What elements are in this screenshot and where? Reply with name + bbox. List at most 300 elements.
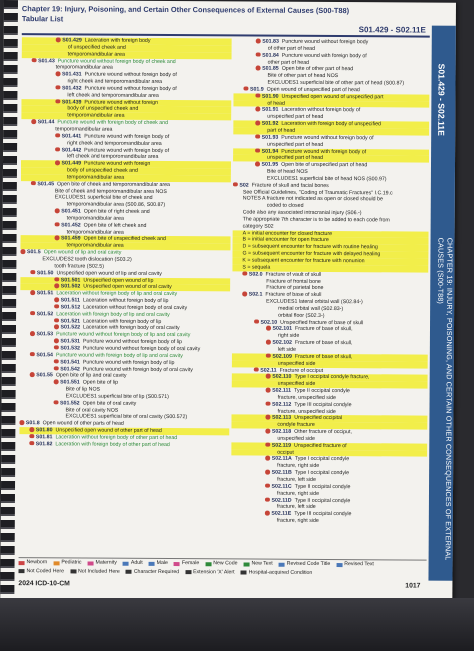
code-bullet-icon	[31, 181, 36, 186]
code-description: temporomandibular area	[66, 215, 124, 222]
code-bullet-icon	[255, 93, 260, 98]
code-number: S01.52	[36, 310, 54, 318]
code-description: Unspecified open wound of oral cavity	[83, 283, 172, 291]
code-bullet-icon	[266, 401, 271, 406]
chapter-side-tab	[428, 26, 455, 581]
code-description: Fracture of base of skull,	[295, 326, 353, 333]
code-entry	[19, 441, 229, 449]
code-number: S01.439	[61, 98, 82, 106]
legend-swatch-icon	[205, 562, 211, 566]
code-bullet-icon	[54, 284, 59, 289]
code-bullet-icon	[30, 373, 35, 378]
code-description: Type III occipital condyle	[294, 511, 352, 518]
code-description: category S02	[242, 223, 274, 230]
code-description: fracture, right side	[276, 517, 319, 524]
code-description: Open bite of other part of head	[281, 66, 354, 73]
code-bullet-icon	[19, 420, 24, 425]
code-number: S01.82	[35, 440, 53, 448]
legend-label: Not Coded Here	[26, 567, 65, 574]
code-description: Open bite of unspecified part of head	[281, 161, 368, 169]
page-header	[22, 4, 430, 25]
code-description: fracture, left side	[276, 504, 316, 511]
code-bullet-icon	[20, 249, 25, 254]
code-number: S01.94	[261, 148, 279, 155]
code-bullet-icon	[254, 367, 259, 372]
code-number: S01.502	[60, 283, 81, 290]
legend-item	[205, 560, 237, 568]
code-number: S01.95	[261, 161, 279, 168]
code-description: EXCLUDES1 superficial bite of cheek and	[54, 194, 153, 202]
code-description: left side	[277, 346, 296, 353]
code-description: fracture, left side	[277, 476, 316, 483]
code-bullet-icon	[254, 319, 259, 324]
code-description: Laceration with foreign body of oral cavity	[83, 324, 180, 332]
code-description: Bite of other part of head NOS	[267, 72, 339, 80]
code-bullet-icon	[30, 331, 35, 336]
legend	[18, 557, 426, 579]
legend-item	[126, 568, 179, 576]
legend-label: New Text	[251, 560, 273, 567]
code-description: left cheek and temporomandibular area	[67, 153, 159, 161]
legend-swatch-icon	[174, 562, 180, 566]
desk-background	[0, 598, 474, 651]
code-bullet-icon	[54, 325, 59, 330]
code-number: S02.111	[272, 387, 292, 394]
code-bullet-icon	[55, 85, 60, 90]
code-description: temporomandibular area	[66, 229, 124, 236]
code-number: S02.112	[272, 401, 292, 408]
code-description: Fracture of vault of skull	[265, 271, 322, 278]
code-description: Puncture wound with foreign body of cheek and	[57, 119, 169, 127]
code-description: unspecified part of head	[267, 113, 324, 121]
code-description: Laceration without foreign body of lip and oral cavity	[56, 290, 178, 298]
code-description: Open bite of lip and oral cavity	[55, 372, 127, 380]
code-description: K = subsequent encounter for fracture with nonunion	[242, 257, 365, 265]
code-number: S01.521	[60, 317, 81, 325]
code-number: S01.85	[262, 65, 279, 73]
code-bullet-icon	[55, 236, 60, 241]
code-number: S02	[239, 182, 249, 189]
legend-item	[149, 560, 168, 568]
code-number: S01.541	[60, 359, 80, 366]
code-description: Puncture wound with foreign body of	[281, 148, 367, 155]
code-number: S01.452	[61, 222, 81, 229]
code-description: Type I occipital condyle	[294, 456, 350, 463]
code-description: The appropriate 7th character is to be added to each code from	[242, 216, 390, 224]
code-description: temporomandibular area	[66, 174, 125, 181]
code-number: S02.11E	[271, 510, 292, 517]
code-description: temporomandibular area	[67, 51, 125, 58]
code-bullet-icon	[55, 161, 60, 166]
code-description: Puncture wound with foreign body of	[84, 133, 170, 140]
code-bullet-icon	[55, 133, 60, 138]
code-number: S01.431	[62, 71, 82, 78]
code-description: Open bite of right cheek and	[83, 208, 150, 215]
code-description: Unspecified occipital	[294, 415, 343, 422]
page-footer	[18, 580, 426, 592]
code-description: Open bite of left cheek and	[83, 222, 147, 229]
legend-swatch-icon	[241, 571, 247, 575]
code-description: Open bite of unspecified cheek and	[83, 235, 166, 243]
code-bullet-icon	[54, 379, 59, 384]
code-description: Other fracture of occiput,	[294, 428, 352, 436]
right-column	[231, 38, 430, 559]
code-description: See Official Guidelines, "Coding of Traumatic Fractures" I.C.19.c	[242, 189, 393, 196]
code-bullet-icon	[243, 86, 248, 91]
code-bullet-icon	[265, 483, 270, 488]
code-description: Bite of head NOS	[266, 168, 308, 175]
code-number: S02.10	[260, 319, 278, 326]
code-description: coded to closed	[266, 202, 304, 210]
code-description: right cheek and temporomandibular area	[67, 140, 162, 147]
code-description: EXCLUDES1 superficial bite of lip (S00.571)	[65, 393, 169, 400]
code-description: left cheek and temporomandibular area	[67, 92, 159, 99]
legend-swatch-icon	[336, 563, 342, 567]
code-bullet-icon	[30, 352, 35, 357]
code-description: other part of head	[267, 59, 310, 66]
legend-swatch-icon	[19, 561, 25, 565]
code-bullet-icon	[255, 148, 260, 153]
code-description: tooth fracture (S02.5)	[54, 263, 105, 270]
code-bullet-icon	[255, 121, 260, 126]
code-number: S01.54	[36, 352, 53, 359]
code-description: Bite of oral cavity NOS	[65, 406, 119, 414]
page-number: 1017	[405, 582, 421, 590]
code-bullet-icon	[30, 290, 35, 295]
code-description: Open wound of unspecified part of head	[266, 86, 360, 94]
code-bullet-icon	[266, 388, 271, 393]
code-bullet-icon	[55, 222, 60, 227]
code-description: Puncture wound without foreign body of	[84, 85, 177, 92]
code-description: fracture, right side	[276, 490, 320, 497]
code-description: G = subsequent encounter for fracture with delayed healing	[242, 250, 381, 258]
code-bullet-icon	[255, 134, 260, 139]
code-description: Unspecified open wound of lip and oral cavity	[56, 270, 162, 277]
code-number: S02.118	[271, 428, 292, 435]
code-number: S01.44	[37, 119, 55, 126]
code-description: Fracture of base of skull,	[294, 339, 353, 347]
code-number: S01.531	[60, 338, 80, 345]
code-bullet-icon	[266, 374, 271, 379]
code-description: Puncture wound without foreign body	[281, 38, 369, 46]
code-description: Unspecified open wound of unspecified part	[281, 93, 384, 101]
code-description: Open bite of lip	[82, 379, 119, 386]
code-description: Puncture wound without foreign body of oral cavity	[82, 345, 201, 353]
code-description: EXCLUDES1 superficial bite of other part of head (S00.87)	[267, 79, 405, 87]
code-number: S01.51	[36, 290, 54, 297]
code-number: S02.119	[271, 442, 292, 449]
code-bullet-icon	[56, 72, 61, 77]
code-description: Type II occipital condyle	[294, 497, 351, 504]
code-bullet-icon	[30, 270, 35, 275]
code-bullet-icon	[265, 442, 270, 447]
code-bullet-icon	[55, 147, 60, 152]
code-number: S01.542	[60, 365, 80, 372]
legend-label: Maternity	[95, 559, 117, 566]
code-number: S02.0	[248, 271, 263, 278]
code-number: S01.45	[37, 180, 55, 188]
code-description: Fracture of occiput	[279, 367, 324, 374]
code-bullet-icon	[29, 441, 34, 446]
code-description: temporomandibular area	[66, 242, 124, 250]
code-number: S01.83	[262, 38, 279, 45]
code-number: S01.53	[36, 331, 54, 338]
legend-swatch-icon	[88, 561, 94, 565]
code-number: S01.8	[25, 420, 40, 427]
legend-item	[174, 560, 199, 568]
code-description: Puncture wound without foreign	[84, 99, 159, 106]
code-number: S02.1	[248, 291, 263, 298]
code-description: Laceration with foreign body of lip	[83, 318, 162, 325]
code-description: condyle fracture	[277, 421, 315, 429]
code-description: temporomandibular area	[55, 64, 113, 72]
spiral-binding	[0, 0, 18, 651]
chapter-title: Chapter 19: Injury, Poisoning, and Certain Other Consequences of External Causes (S00-T88)	[21, 4, 350, 16]
code-description: B = initial encounter for open fracture	[242, 236, 329, 244]
code-number: S02.11B	[271, 469, 292, 476]
code-bullet-icon	[54, 400, 59, 405]
code-description: temporomandibular area (S00.86, S00.87)	[66, 201, 166, 209]
code-number: S01.532	[60, 345, 80, 352]
code-bullet-icon	[30, 311, 35, 316]
code-bullet-icon	[54, 366, 59, 371]
legend-label: Revised Text	[344, 561, 374, 568]
code-number: S01.442	[61, 146, 82, 153]
code-bullet-icon	[265, 456, 270, 461]
code-number: S01.80	[35, 427, 53, 434]
legend-label: Female	[181, 560, 200, 567]
legend-label: Newborn	[26, 559, 48, 566]
edition-label: 2024 ICD-10-CM	[18, 580, 70, 588]
left-column	[19, 37, 232, 558]
code-number: S02.11A	[271, 456, 292, 463]
code-description: Fracture of frontal bone	[266, 278, 321, 285]
code-bullet-icon	[256, 66, 261, 71]
code-bullet-icon	[54, 304, 59, 309]
code-description: A = initial encounter for closed fracture	[242, 230, 333, 237]
code-number: S01.5	[26, 249, 41, 256]
code-description: Type I occipital condyle	[294, 469, 350, 477]
code-bullet-icon	[265, 415, 270, 420]
code-description: Type II occipital condyle	[294, 483, 351, 490]
legend-label: Adult	[130, 559, 143, 566]
code-description: Fracture of skull and facial bones	[251, 182, 329, 189]
legend-item	[336, 561, 374, 569]
code-description: Laceration with foreign body of other part of head	[55, 441, 170, 448]
legend-swatch-icon	[243, 562, 249, 566]
code-description: unspecified side	[277, 380, 316, 388]
legend-swatch-icon	[70, 570, 76, 574]
legend-item	[19, 559, 48, 567]
code-number: S02.11D	[271, 497, 292, 504]
code-description: Unspecified fracture of	[294, 442, 347, 449]
code-bullet-icon	[55, 99, 60, 104]
side-tab-chapter-title: CHAPTER 19: INJURY, POISONING, AND CERTAIN OTHER CONSEQUENCES OF EXTERNAL CAUSES (S00-T88)	[436, 237, 455, 561]
code-bullet-icon	[233, 182, 238, 187]
code-description: occiput	[277, 449, 294, 456]
code-description: Puncture wound without foreign body of lip and oral cavity	[56, 331, 191, 339]
legend-item	[70, 568, 120, 576]
code-description: Laceration with foreign body of unspecified	[281, 120, 381, 128]
legend-swatch-icon	[279, 562, 285, 566]
legend-item	[18, 568, 64, 576]
code-description: Open wound of other parts of head	[42, 420, 124, 427]
code-description: Type III occipital condyle	[294, 401, 352, 408]
code-description: Open bite of oral cavity	[82, 400, 137, 407]
code-description: Laceration without foreign body of lip	[82, 297, 169, 305]
code-description: Unspecified fracture of base of skull	[280, 319, 364, 326]
legend-swatch-icon	[185, 570, 191, 574]
code-description: S = sequela	[242, 264, 271, 271]
legend-item	[241, 569, 313, 577]
code-description: of unspecified cheek and	[67, 44, 126, 51]
code-description: right side	[277, 332, 300, 340]
legend-item	[123, 560, 143, 568]
code-description: Puncture wound without foreign body of cheek and	[57, 57, 176, 65]
code-bullet-icon	[266, 353, 271, 358]
tabular-list-label: Tabular List	[21, 14, 64, 24]
code-description: part of head	[267, 127, 296, 134]
code-description: D = subsequent encounter for fracture with routine healing	[242, 243, 378, 251]
code-number: S01.429	[62, 37, 82, 44]
code-bullet-icon	[54, 297, 59, 302]
legend-label: Revised Code Title	[286, 560, 331, 568]
code-number: S01.511	[60, 297, 80, 304]
code-number: S01.91	[261, 107, 279, 114]
legend-swatch-icon	[123, 561, 129, 565]
code-number: S02.11C	[271, 483, 292, 490]
code-number: S02.113	[271, 415, 292, 422]
code-bullet-icon	[266, 340, 271, 345]
legend-swatch-icon	[149, 562, 155, 566]
code-description: body of unspecified cheek and	[66, 167, 138, 174]
code-range: S01.429 - S02.11E	[358, 25, 426, 35]
code-description: NOTES A fracture not indicated as open or closed should be	[242, 195, 383, 203]
code-bullet-icon	[256, 39, 261, 44]
legend-label: New Code	[213, 560, 238, 567]
code-description: Laceration with foreign body	[84, 37, 151, 44]
code-description: Type I occipital condyle fracture,	[294, 374, 370, 381]
code-number: S01.441	[61, 133, 82, 140]
code-description: Type II occipital condyle	[294, 387, 350, 395]
code-number: S02.11	[260, 367, 277, 374]
code-description: Puncture wound without foreign body of lip	[82, 338, 182, 346]
code-description: Fracture of parietal bone	[266, 284, 324, 292]
code-number: S01.43	[38, 57, 55, 64]
code-number: S01.92	[261, 120, 279, 127]
code-number: S01.432	[61, 85, 82, 92]
code-description: unspecified side	[277, 435, 315, 442]
code-description: right cheek and temporomandibular area	[67, 78, 163, 86]
code-number: S01.90	[261, 93, 279, 100]
code-number: S01.501	[60, 276, 81, 284]
code-description: unspecified part of head	[267, 154, 324, 162]
code-bullet-icon	[56, 37, 61, 42]
code-bullet-icon	[265, 470, 270, 475]
legend-label: Character Required	[133, 568, 180, 575]
code-description: Laceration without foreign body of	[281, 107, 361, 114]
code-bullet-icon	[31, 119, 36, 124]
code-description: unspecified part of head	[267, 141, 324, 148]
code-bullet-icon	[266, 326, 271, 331]
code-number: S01.93	[261, 134, 279, 141]
code-number: S02.109	[272, 353, 292, 360]
legend-label: Hospital-acquired Condition	[248, 569, 313, 576]
code-description: unspecified side	[277, 360, 316, 367]
code-description: fracture, unspecified side	[277, 408, 336, 415]
code-bullet-icon	[265, 511, 270, 516]
code-range-bar	[22, 23, 430, 37]
code-number: S01.449	[61, 160, 82, 167]
code-description: Puncture wound with foreign body of	[84, 146, 170, 154]
code-number: S02.101	[272, 326, 293, 333]
code-number: S01.522	[60, 324, 81, 331]
code-description: Laceration with foreign body of lip and oral cavity	[56, 311, 170, 318]
code-description: Open wound of lip and oral cavity	[43, 249, 122, 256]
code-description: Unspecified open wound of lip	[83, 277, 154, 284]
code-description: orbital floor (S02.3-)	[278, 312, 325, 319]
code-description: Puncture wound with foreign body of oral cavity	[82, 365, 193, 373]
legend-label: Pediatric	[61, 559, 82, 566]
code-description: Puncture wound with foreign	[84, 160, 151, 168]
code-description: Open bite of cheek and temporomandibular area	[56, 181, 170, 188]
code-number: S01.84	[262, 52, 279, 59]
code-number: S02.110	[272, 373, 292, 381]
code-bullet-icon	[54, 277, 59, 282]
legend-label: Not Included Here	[77, 567, 120, 575]
code-description: Laceration without foreign body of oral cavity	[83, 304, 188, 312]
code-description: Bite of cheek and temporomandibular area NOS	[54, 187, 167, 195]
code-description: Fracture of base of skull,	[294, 353, 353, 360]
legend-swatch-icon	[18, 569, 24, 573]
code-number: S02.102	[272, 339, 292, 346]
code-bullet-icon	[54, 338, 59, 343]
code-number: S01.451	[61, 208, 81, 215]
code-description: Puncture wound with foreign body of lip and oral cavity	[55, 352, 183, 359]
code-description: Laceration without foreign body of other part of head	[55, 434, 178, 442]
code-description: Code also any associated intracranial injury (S06.-)	[242, 209, 362, 217]
code-bullet-icon	[55, 208, 60, 213]
code-description: Puncture wound without foreign body of	[281, 134, 374, 142]
code-description: fracture, right side	[277, 462, 320, 470]
code-bullet-icon	[242, 292, 247, 297]
code-number: S01.50	[36, 269, 54, 276]
legend-item	[279, 561, 331, 569]
code-description: EXCLUDES1 superficial bite of head NOS (S00.97)	[266, 175, 387, 183]
code-bullet-icon	[265, 429, 270, 434]
legend-swatch-icon	[53, 561, 59, 565]
code-bullet-icon	[54, 318, 59, 323]
legend-item	[87, 560, 116, 568]
code-number: S01.81	[35, 434, 53, 441]
legend-item	[243, 560, 272, 568]
legend-label: Male	[156, 559, 168, 567]
code-description: of other part of head	[267, 45, 316, 52]
code-entry	[231, 517, 427, 525]
code-description: fracture, unspecified side	[277, 394, 336, 401]
code-description: temporomandibular area	[55, 126, 113, 133]
code-number: S01.512	[60, 304, 81, 311]
code-description: Puncture wound with foreign body of	[281, 52, 367, 59]
code-bullet-icon	[32, 58, 37, 63]
code-description: Bite of lip NOS	[65, 386, 101, 393]
legend-item	[53, 559, 81, 567]
legend-label: Extension 'X' Alert	[193, 568, 235, 575]
code-bullet-icon	[54, 359, 59, 364]
code-description: body of unspecified cheek and	[67, 105, 139, 113]
side-tab-code-range: S01.429 - S02.11E	[436, 63, 447, 136]
code-description: Fracture of base of skull	[265, 291, 322, 299]
